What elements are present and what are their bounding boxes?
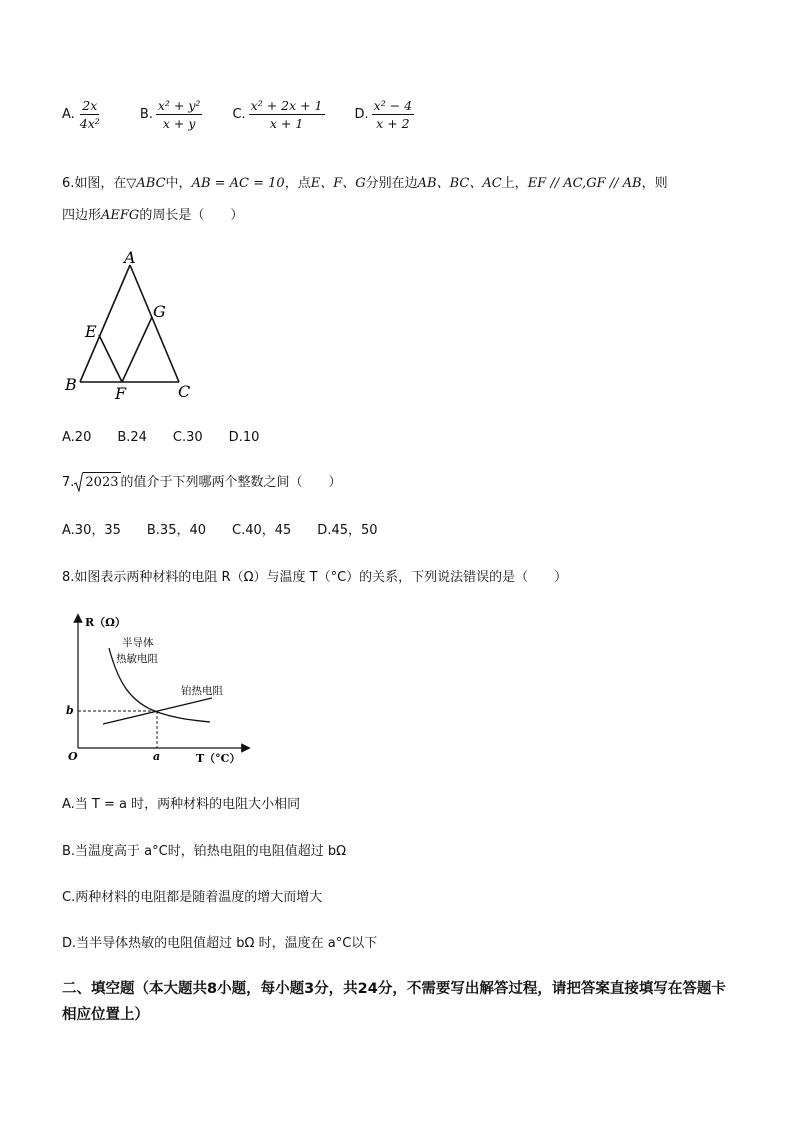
semiconductor-label-line1: 半导体	[122, 637, 154, 649]
sqrt-sign-icon	[74, 472, 83, 492]
q6-quadrilateral: AEFG	[101, 208, 140, 223]
q7-sqrt	[74, 472, 120, 493]
q5-option-b-denominator: x + y	[162, 116, 196, 131]
q6-stem-line2: 四边形AEFG的周长是（ ）	[62, 208, 244, 223]
q6-sides: AB、BC、AC	[417, 176, 502, 191]
side-ac	[130, 265, 179, 382]
vertex-label-c: C	[178, 382, 191, 401]
q8-resistance-graph	[60, 612, 260, 772]
segment-ef	[99, 335, 122, 382]
semiconductor-label-line2: 热敏电阻	[116, 653, 158, 665]
b-tick-label: b	[66, 704, 74, 717]
q5-option-d-numerator: x² − 4	[373, 98, 413, 113]
vertex-label-e: E	[85, 322, 97, 341]
q6-choices: A.20 B.24 C.30 D.10	[62, 430, 260, 445]
y-axis-label: R（Ω）	[85, 616, 126, 629]
x-axis-label: T（°C）	[196, 752, 241, 765]
q6-triangle-figure	[60, 245, 210, 405]
q6-stem-line1: 6.如图，在▽ABC中，AB = AC = 10，点E、F、G分别在边AB、BC、AC上，EF // AC,GF // AB，则	[62, 176, 668, 191]
q8-option-b: B.当温度高于 a°C时，铂热电阻的电阻值超过 bΩ	[62, 844, 347, 859]
q6-equation: AB = AC = 10	[191, 176, 285, 191]
a-tick-label: a	[153, 750, 161, 763]
platinum-label: 铂热电阻	[181, 685, 223, 697]
q6-triangle: ▽ABC	[126, 176, 166, 191]
q5-option-d-denominator: x + 2	[376, 116, 410, 131]
q5-option-c-denominator: x + 1	[269, 116, 304, 131]
q5-option-c: C. $\frac{\text{x² + 2x + 1}}{x + 1}$	[232, 98, 323, 131]
q5-option-b-numerator: x² + y²	[157, 98, 201, 113]
q5-option-d: D. $\frac{\text{x² − 4}}{x + 2}$	[354, 98, 413, 131]
vertex-label-f: F	[115, 384, 127, 403]
q8-option-c: C.两种材料的电阻都是随着温度的增大而增大	[62, 890, 323, 905]
vertex-label-a: A	[124, 248, 136, 267]
q6-points: E、F、G	[310, 176, 366, 191]
q5-option-b: B. $\frac{\text{x² + y²}}{x + y}$	[139, 98, 201, 131]
q8-option-d: D.当半导体热敏的电阻值超过 bΩ 时，温度在 a°C以下	[62, 936, 378, 951]
q8-option-a: A.当 T = a 时，两种材料的电阻大小相同	[62, 797, 301, 812]
q5-option-c-numerator: x² + 2x + 1	[250, 98, 323, 113]
q7-radicand: 2023	[83, 472, 120, 493]
q6-parallel: EF // AC,GF // AB	[527, 176, 642, 191]
q7-stem: 7. 2023 的值介于下列哪两个整数之间（ ）	[62, 472, 342, 493]
origin-label: O	[68, 750, 78, 763]
q5-option-a-denominator: 4x²	[79, 116, 100, 131]
q8-stem: 8.如图表示两种材料的电阻 R（Ω）与温度 T（°C）的关系，下列说法错误的是（ ）	[62, 570, 568, 585]
vertex-label-b: B	[65, 375, 77, 394]
section-2-heading: 二、填空题（本大题共8小题，每小题3分，共24分，不需要写出解答过程，请把答案直接填写在答题卡相应位置上）	[62, 981, 726, 1023]
vertex-label-g: G	[153, 302, 166, 321]
q5-option-a-numerator: 2x	[82, 98, 98, 113]
q5-options	[62, 98, 414, 131]
segment-gf	[122, 317, 152, 382]
q5-option-a: A. $\frac{2x}{\text{4x²}}$	[62, 98, 100, 131]
q7-choices: A.30，35 B.35，40 C.40，45 D.45，50	[62, 523, 378, 538]
